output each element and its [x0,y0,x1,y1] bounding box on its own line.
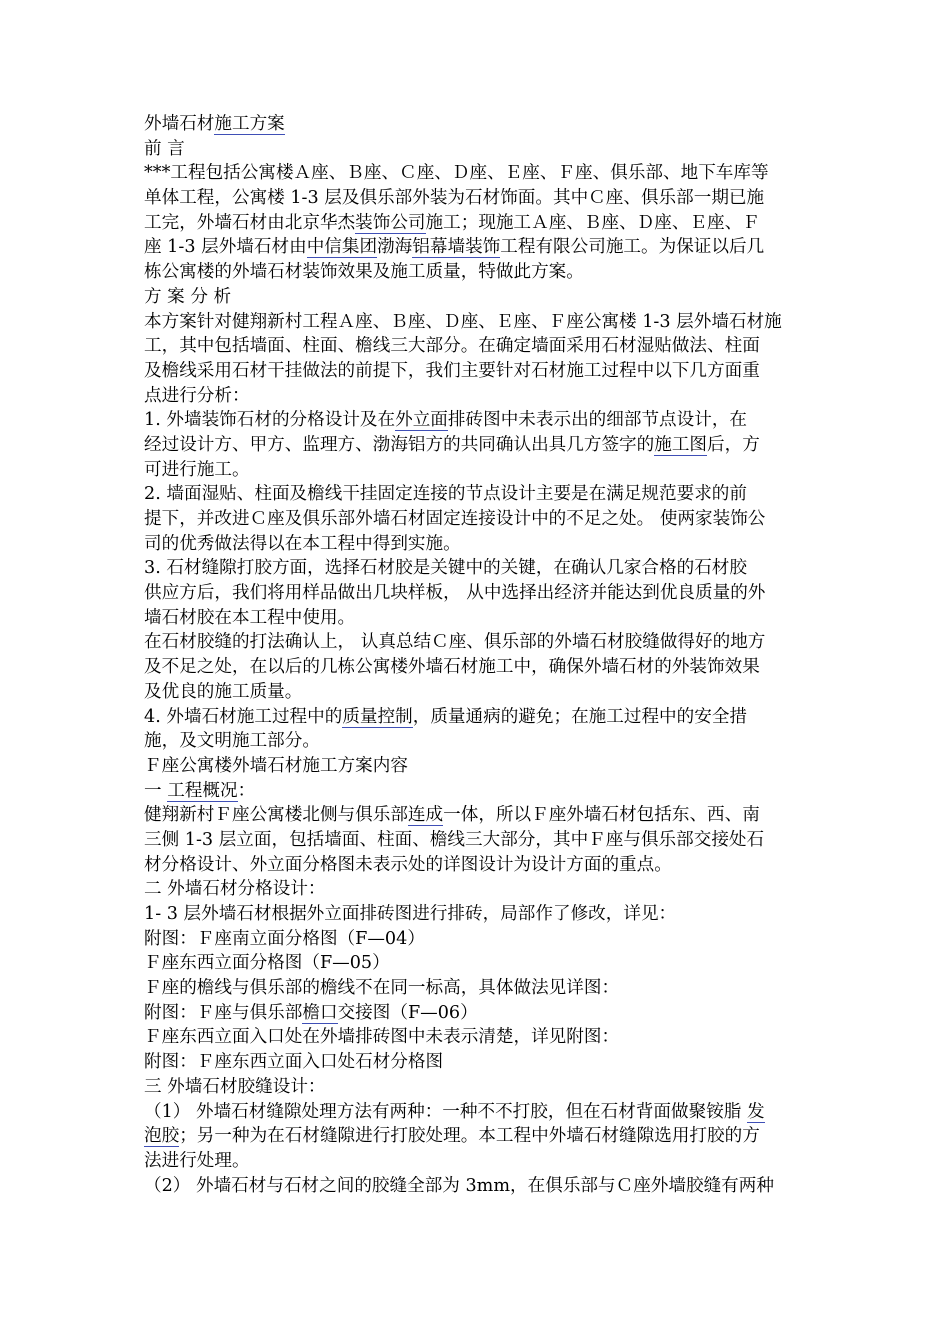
text-line [144,482,816,507]
text-segment: 前 言 [144,138,185,159]
underlined-keyword: 施工图 [654,434,708,455]
text-segment: 施，及文明施工部分。 [144,731,320,752]
text-line [144,433,816,458]
text-segment: 交接图（F—06） [337,1002,478,1023]
text-line [144,310,816,335]
text-segment: 2. 墙面湿贴、柱面及檐线干挂固定连接的节点设计主要是在满足规范要求的前 [144,484,747,505]
text-line [144,927,816,952]
text-line [144,532,816,557]
text-line [144,1025,816,1050]
text-line [144,680,816,705]
text-segment: 供应方后，我们将用样品做出几块样板， 从中选择出经济并能达到优良质量的外 [144,583,766,604]
text-segment: 栋公寓楼的外墙石材装饰效果及施工质量，特做此方案。 [144,262,584,283]
text-segment: 及檐线采用石材干挂做法的前提下，我们主要针对石材施工过程中以下几方面重 [144,360,760,381]
text-line [144,1050,816,1075]
text-line [144,902,816,927]
text-line [144,186,816,211]
text-line [144,384,816,409]
underlined-keyword: 装饰公司 [355,212,426,233]
text-segment: 附图：Ｆ座东西立面入口处石材分格图 [144,1052,444,1073]
document-title [144,112,816,137]
text-segment: 提下，并改进Ｃ座及俱乐部外墙石材固定连接设计中的不足之处。 使两家装饰公 [144,509,766,529]
text-segment: 健翔新村Ｆ座公寓楼北侧与俱乐部 [144,805,408,826]
text-line [144,260,816,285]
text-segment: 三 外墙石材胶缝设计： [144,1076,326,1097]
text-segment: 在石材胶缝的打法确认上， 认真总结Ｃ座、俱乐部的外墙石材胶缝做得好的地方 [144,632,766,653]
text-segment: 1- 3 层外墙石材根据外立面排砖图进行排砖，局部作了修改，详见： [144,904,677,924]
text-line [144,655,816,680]
text-segment: 一体，所以Ｆ座外墙石材包括东、西、南 [443,805,760,826]
text-line [144,754,816,779]
text-segment: 可进行施工。 [144,459,250,480]
text-line [144,161,816,186]
text-segment: 方 案 分 析 [144,286,232,307]
text-segment: 及优良的施工质量。 [144,681,303,702]
text-segment: （1） 外墙石材缝隙处理方法有两种：一种不不打胶，但在石材背面做聚铵脂 [144,1101,747,1122]
text-segment: 3. 石材缝隙打胶方面，选择石材胶是关键中的关键，在确认几家合格的石材胶 [144,558,747,579]
text-segment: 4. 外墙石材施工过程中的 [144,706,343,727]
text-segment: 墙石材胶在本工程中使用。 [144,607,356,628]
underlined-keyword: 外立面 [395,410,448,431]
text-segment: 座 1-3 层外墙石材由 [144,237,307,258]
underlined-keyword: 铝幕墙装饰 [412,237,501,258]
underlined-keyword: 发 [746,1101,765,1122]
text-line [144,853,816,878]
document-body [144,112,816,1198]
text-line [144,1124,816,1149]
text-segment: （2） 外墙石材与石材之间的胶缝全部为 3mm，在俱乐部与Ｃ座外墙胶缝有两种 [144,1175,774,1196]
text-segment: ，质量通病的避免；在施工过程中的安全措 [412,706,748,727]
text-line [144,359,816,384]
text-line [144,877,816,902]
text-segment: 本方案针对健翔新村工程Ａ座、Ｂ座、Ｄ座、Ｅ座、Ｆ座公寓楼 1-3 层外墙石材施 [144,311,782,332]
text-segment: 三侧 1-3 层立面，包括墙面、柱面、檐线三大部分，其中Ｆ座与俱乐部交接处石 [144,829,765,850]
text-line [144,285,816,310]
text-line [144,1075,816,1100]
text-segment: 二 外墙石材分格设计： [144,879,326,900]
text-segment: Ｆ座公寓楼外墙石材施工方案内容 [144,755,408,776]
underlined-keyword: 檐口 [302,1002,338,1023]
text-line [144,458,816,483]
text-segment: ： [237,780,256,801]
text-segment: 附图：Ｆ座南立面分格图（F—04） [144,928,425,949]
text-segment: Ｆ座的檐线与俱乐部的檐线不在同一标高，具体做法见详图： [144,978,620,999]
text-segment: 1. 外墙装饰石材的分格设计及在 [144,410,396,431]
text-segment: 后，方 [707,434,760,455]
text-segment: 附图：Ｆ座与俱乐部 [144,1002,303,1023]
text-segment: 及不足之处，在以后的几栋公寓楼外墙石材施工中，确保外墙石材的外装饰效果 [144,657,760,678]
text-line [144,408,816,433]
underlined-keyword: 连成 [407,805,444,826]
text-line [144,1100,816,1125]
text-line [144,137,816,162]
text-segment: 司的优秀做法得以在本工程中得到实施。 [144,533,461,554]
text-segment: 渤海 [377,237,413,258]
text-segment: 工程有限公司施工。为保证以后几 [500,237,765,258]
text-line [144,951,816,976]
text-line [144,1001,816,1026]
text-line [144,803,816,828]
text-segment: 工完，外墙石材由北京华杰 [144,212,356,233]
text-segment: Ｆ座东西立面分格图（F—05） [144,953,390,974]
text-line [144,1174,816,1199]
text-segment: 材分格设计、外立面分格图未表示处的详图设计为设计方面的重点。 [144,854,672,875]
underlined-keyword: 质量控制 [342,706,413,727]
text-segment: 一 [144,780,168,801]
text-segment: 施工；现施工Ａ座、Ｂ座、Ｄ座、Ｅ座、Ｆ [425,212,760,233]
text-segment: Ｆ座东西立面入口处在外墙排砖图中未表示清楚，详见附图： [144,1027,620,1048]
text-segment: 工，其中包括墙面、柱面、檐线三大部分。在确定墙面采用石材湿贴做法、柱面 [144,336,760,357]
text-line [144,1149,816,1174]
underlined-keyword: 泡胶 [144,1126,180,1147]
underlined-keyword: 工程概况 [167,780,238,801]
underlined-keyword: 中信集团 [306,237,378,258]
underlined-keyword: 施工方案 [214,114,285,134]
text-segment: 排砖图中未表示出的细部节点设计，在 [447,410,748,431]
text-line [144,507,816,532]
text-segment: 经过设计方、甲方、监理方、渤海铝方的共同确认出具几方签字的 [144,434,655,455]
text-line [144,705,816,730]
text-line [144,235,816,260]
text-segment: 法进行处理。 [144,1150,250,1171]
text-segment: ；另一种为在石材缝隙进行打胶处理。本工程中外墙石材缝隙选用打胶的方 [179,1126,760,1147]
text-line [144,779,816,804]
text-line [144,334,816,359]
text-line [144,630,816,655]
text-line [144,581,816,606]
text-segment: 点进行分析： [144,385,250,406]
text-line [144,556,816,581]
text-line [144,729,816,754]
text-line [144,606,816,631]
text-line [144,828,816,853]
text-line [144,211,816,236]
text-segment: 外墙石材 [144,114,215,134]
text-line [144,976,816,1001]
text-segment: 单体工程，公寓楼 1-3 层及俱乐部外装为石材饰面。其中Ｃ座、俱乐部一期已施 [144,188,765,209]
text-segment: ***工程包括公寓楼Ａ座、Ｂ座、Ｃ座、Ｄ座、Ｅ座、Ｆ座、俱乐部、地下车库等 [144,163,769,184]
